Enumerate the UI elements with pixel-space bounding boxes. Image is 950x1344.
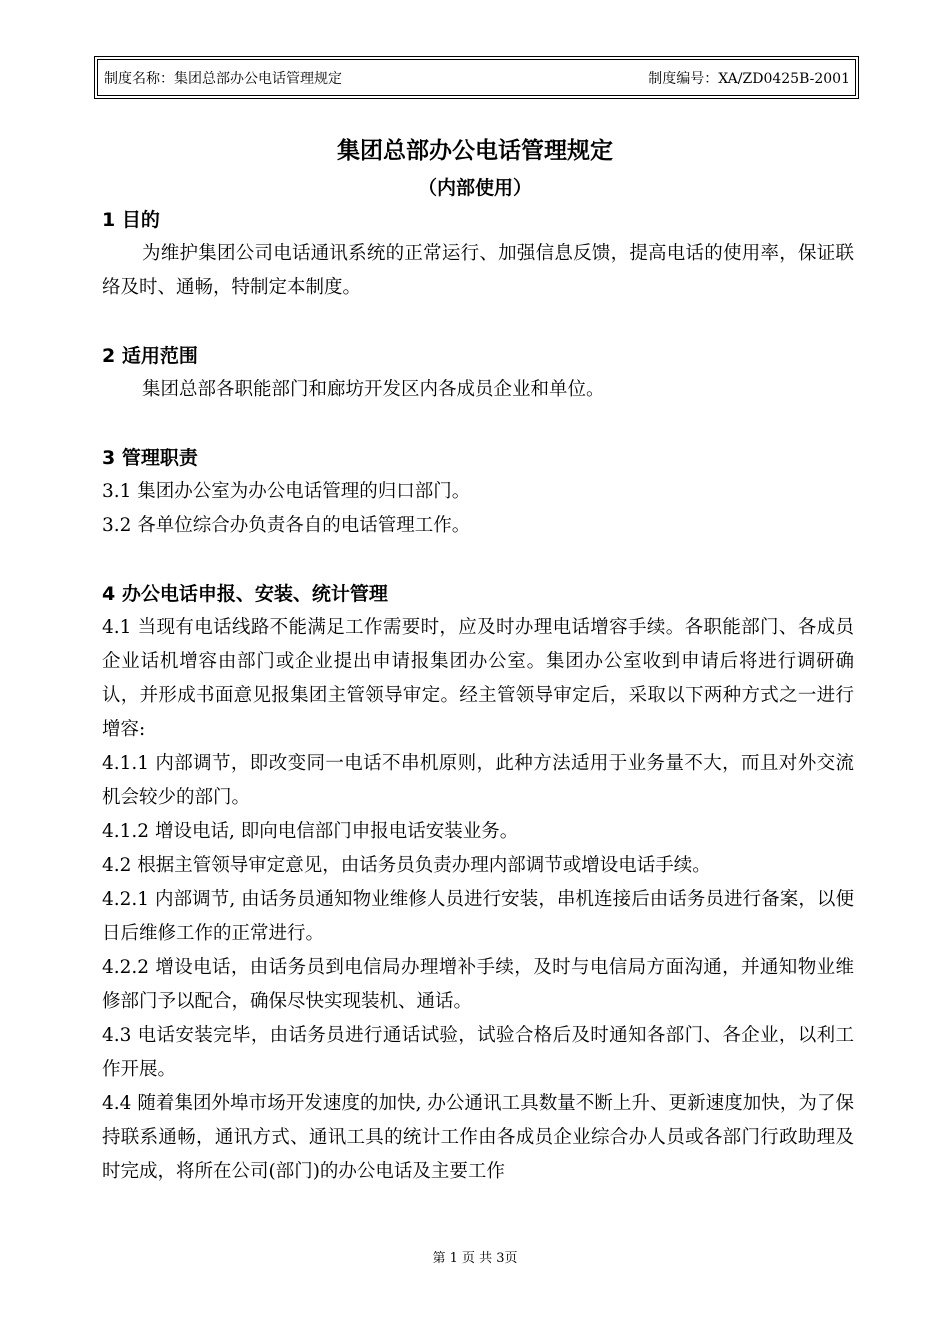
section-heading-phone-management: 4 办公电话申报、安装、统计管理	[102, 583, 388, 605]
document-header	[97, 59, 856, 96]
paragraph: 集团总部各职能部门和廊坊开发区内各成员企业和单位。	[142, 379, 605, 400]
document-subtitle: （内部使用）	[417, 177, 532, 199]
section-heading-scope: 2 适用范围	[102, 345, 198, 367]
regulation-number: 制度编号：XA/ZD0425B-2001	[648, 70, 850, 87]
paragraph: 3.1 集团办公室为办公电话管理的归口部门。	[102, 481, 471, 502]
regulation-name: 制度名称：集团总部办公电话管理规定	[104, 70, 342, 87]
section-heading-responsibilities: 3 管理职责	[102, 447, 198, 469]
paragraph: 4.1.2 增设电话, 即向电信部门申报电话安装业务。	[102, 821, 519, 842]
document-title: 集团总部办公电话管理规定	[337, 138, 613, 164]
paragraph: 4.3 电话安装完毕，由话务员进行通话试验，试验合格后及时通知各部门、各企业，以利工作开展。	[102, 1025, 854, 1080]
paragraph: 4.1.1 内部调节，即改变同一电话不串机原则，此种方法适用于业务量不大，而且对外交流机会较少的部门。	[102, 753, 854, 808]
paragraph: 4.2.1 内部调节, 由话务员通知物业维修人员进行安装，串机连接后由话务员进行备案，以便日后维修工作的正常进行。	[102, 889, 854, 944]
section-heading-purpose: 1 目的	[102, 209, 160, 231]
page-number: 第 1 页 共 3页	[432, 1251, 518, 1266]
paragraph: 4.1 当现有电话线路不能满足工作需要时，应及时办理电话增容手续。各职能部门、各成员企业话机增容由部门或企业提出申请报集团办公室。集团办公室收到申请后将进行调研确认，并形成书面意见报集团主管领导审定。经主管领导审定后，采取以下两种方式之一进行增容:	[102, 617, 854, 740]
paragraph: 4.4 随着集团外埠市场开发速度的加快, 办公通讯工具数量不断上升、更新速度加快，为了保持联系通畅，通讯方式、通讯工具的统计工作由各成员企业综合办人员或各部门行政助理及时完成，将所在公司(部门)的办公电话及主要工作	[102, 1093, 854, 1182]
document-body	[102, 203, 854, 1189]
paragraph: 4.2 根据主管领导审定意见，由话务员负责办理内部调节或增设电话手续。	[102, 855, 711, 876]
paragraph: 3.2 各单位综合办负责各自的电话管理工作。	[102, 515, 471, 536]
paragraph: 为维护集团公司电话通讯系统的正常运行、加强信息反馈，提高电话的使用率，保证联络及时、通畅，特制定本制度。	[102, 243, 854, 298]
paragraph: 4.2.2 增设电话，由话务员到电信局办理增补手续，及时与电信局方面沟通，并通知物业维修部门予以配合，确保尽快实现装机、通话。	[102, 957, 854, 1012]
